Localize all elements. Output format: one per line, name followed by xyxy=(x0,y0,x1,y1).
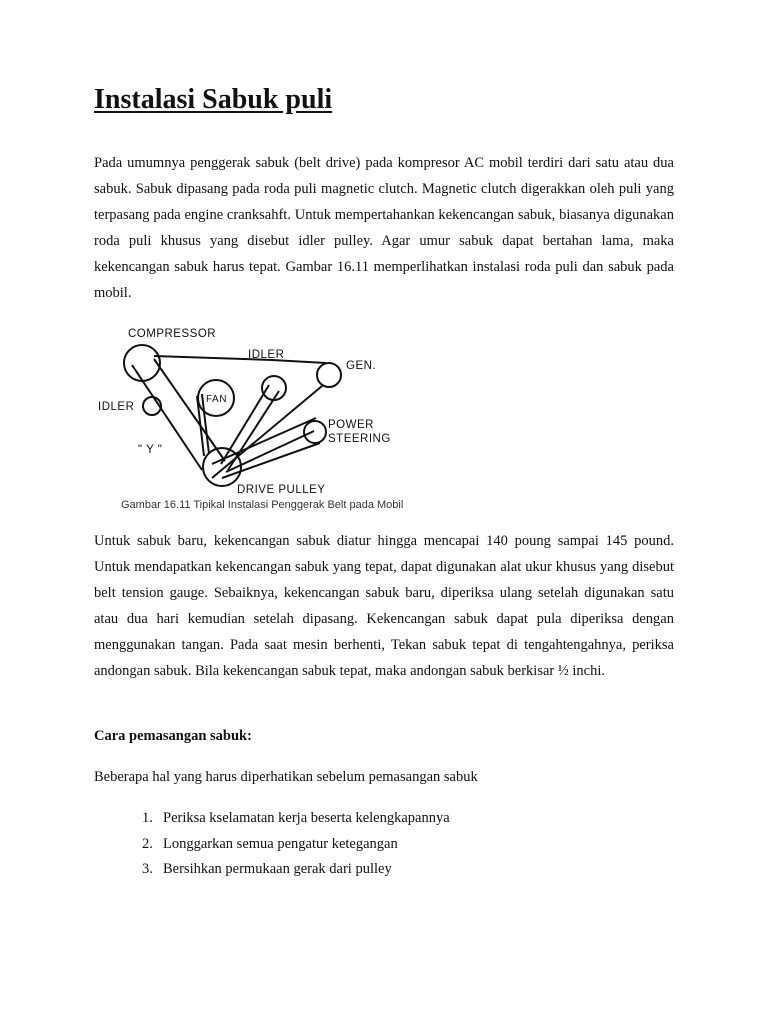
step-number: 2. xyxy=(142,835,153,852)
compressor-pulley xyxy=(124,345,160,381)
label-steering: STEERING xyxy=(328,433,391,445)
label-y: " Y " xyxy=(138,444,163,456)
label-power: POWER xyxy=(328,419,374,431)
label-idler-top: IDLER xyxy=(248,349,285,361)
step-number: 3. xyxy=(142,861,153,877)
paragraph-tension: Untuk sabuk baru, kekencangan sabuk diatur hingga mencapai 140 poung sampai 145 pound. Untuk mendapatkan kekencangan sabuk yang tepat, dapat digunakan alat ukur khusus yang disebut belt tension gauge. Sebaiknya, kekencangan sabuk baru, diperiksa ulang setelah digunakan satu atau dua hari kemudian setelah dipasang. Kekencangan sabuk dapat pula diperiksa dengan menggunakan tangan. Pada saat mesin berhenti, Tekan sabuk tepat di tengahtengahnya, periksa andongan sabuk. Bila kekencangan sabuk tepat, maka andongan sabuk berkisar ½ inchi. xyxy=(94,533,674,679)
paragraph-intro: Pada umumnya penggerak sabuk (belt drive) pada kompresor AC mobil terdiri dari satu atau dua sabuk. Sabuk dipasang pada roda puli magnetic clutch. Magnetic clutch digerakkan oleh puli yang terpasang pada engine cranksahft. Untuk mempertahankan kekencangan sabuk, biasanya digunakan roda puli khusus yang disebut idler pulley. Agar umur sabuk dapat bertahan lama, maka kekencangan sabuk harus tepat. Gambar 16.11 memperlihatkan instalasi roda puli dan sabuk pada mobil. xyxy=(94,155,674,301)
label-idler-left: IDLER xyxy=(98,401,135,413)
list-item xyxy=(142,806,450,832)
list-item xyxy=(142,857,450,883)
section-heading: Cara pemasangan sabuk: xyxy=(94,728,252,744)
idler-top-pulley xyxy=(262,376,286,400)
step-number: 1. xyxy=(142,810,153,826)
generator-pulley xyxy=(317,363,341,387)
step-text: Longgarkan semua pengatur ketegangan xyxy=(163,835,398,852)
figure-caption: Gambar 16.11 Tipikal Instalasi Penggerak Belt pada Mobil xyxy=(121,499,404,511)
label-fan: FAN xyxy=(206,394,227,405)
belt-drive-figure xyxy=(94,318,424,518)
power-steering-pulley xyxy=(304,421,326,443)
belt-diagram xyxy=(94,318,424,496)
section-intro: Beberapa hal yang harus diperhatikan sebelum pemasangan sabuk xyxy=(94,769,478,785)
label-drive-pulley: DRIVE PULLEY xyxy=(237,484,326,496)
label-generator: GEN. xyxy=(346,360,377,372)
step-text: Bersihkan permukaan gerak dari pulley xyxy=(163,861,392,877)
step-text: Periksa kselamatan kerja beserta kelengkapannya xyxy=(163,810,450,826)
list-item xyxy=(142,832,450,858)
page-title: Instalasi Sabuk puli xyxy=(94,84,333,115)
steps-list xyxy=(142,806,450,883)
label-compressor: COMPRESSOR xyxy=(128,328,217,340)
